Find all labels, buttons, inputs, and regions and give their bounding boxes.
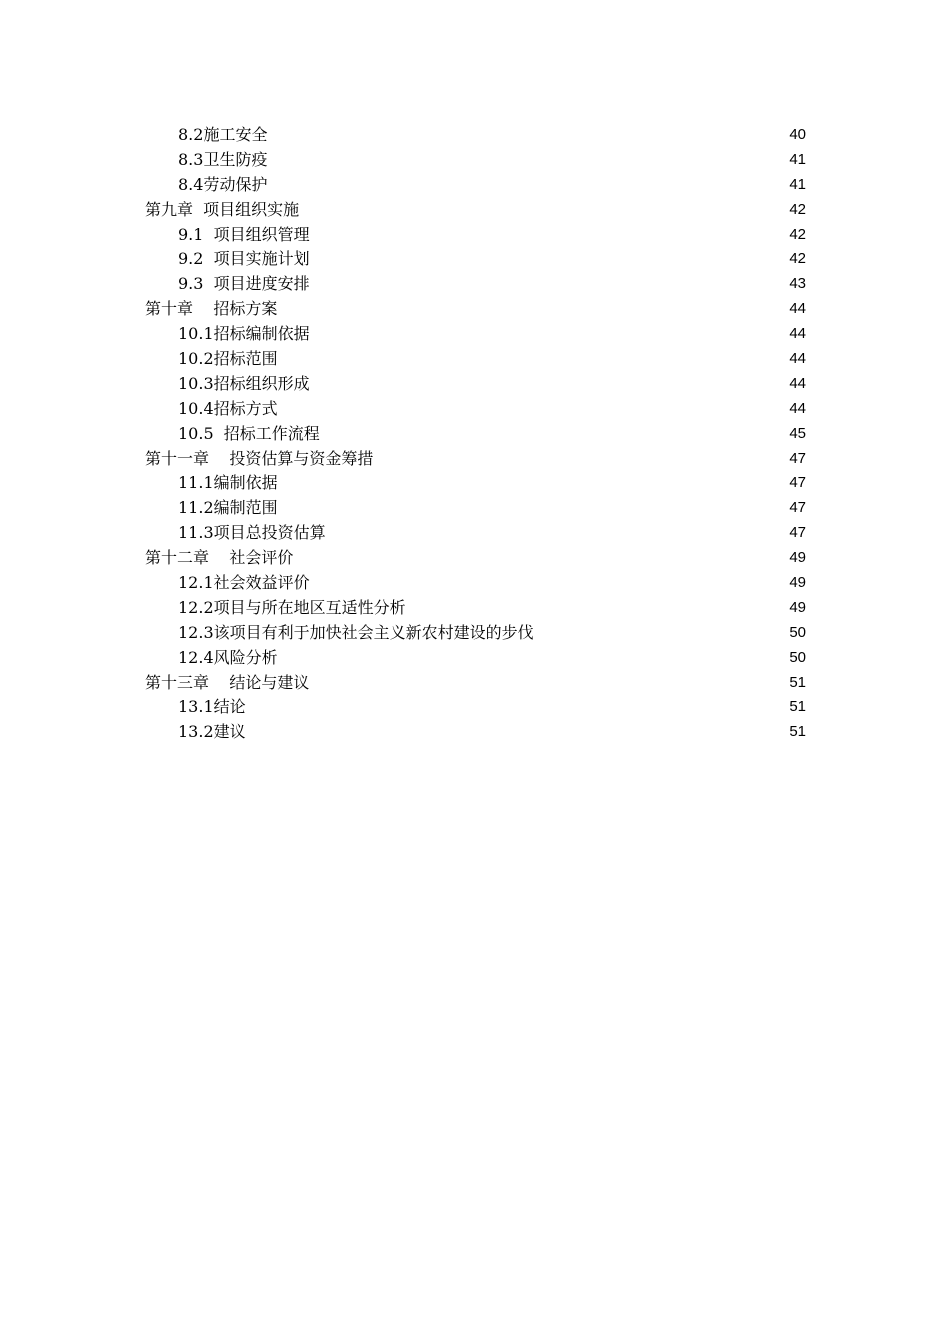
toc-section-row[interactable] bbox=[145, 347, 806, 372]
toc-entry-title: 10.3招标组织形成 bbox=[178, 373, 310, 393]
toc-entry-title: 12.3该项目有利于加快社会主义新农村建设的步伐 bbox=[178, 622, 534, 642]
toc-section-row[interactable] bbox=[145, 571, 806, 596]
toc-section-row[interactable] bbox=[145, 372, 806, 397]
toc-entry-title: 12.4风险分析 bbox=[178, 647, 278, 667]
toc-page-number: 51 bbox=[789, 698, 806, 716]
toc-page-number: 44 bbox=[789, 399, 806, 417]
toc-page-number: 40 bbox=[789, 126, 806, 143]
toc-page-number: 42 bbox=[789, 250, 806, 268]
toc-entry-title: 12.2项目与所在地区互适性分析 bbox=[178, 597, 406, 617]
toc-section-row[interactable] bbox=[145, 621, 806, 646]
toc-chapter-row[interactable] bbox=[145, 297, 806, 322]
toc-page-number: 41 bbox=[789, 175, 806, 193]
toc-page-number: 51 bbox=[789, 673, 806, 691]
toc-entry-title: 11.3项目总投资估算 bbox=[178, 523, 326, 543]
toc-page-number: 51 bbox=[789, 723, 806, 741]
toc-page-number: 47 bbox=[789, 449, 806, 467]
toc-page-number: 41 bbox=[789, 150, 806, 168]
table-of-contents bbox=[145, 123, 806, 745]
toc-section-row[interactable] bbox=[145, 173, 806, 198]
toc-page-number: 44 bbox=[789, 300, 806, 318]
toc-entry-title: 10.5 招标工作流程 bbox=[178, 423, 320, 443]
toc-page-number: 49 bbox=[789, 574, 806, 592]
toc-entry-title: 第十一章 投资估算与资金筹措 bbox=[145, 448, 374, 468]
toc-chapter-row[interactable] bbox=[145, 671, 806, 696]
toc-page-number: 44 bbox=[789, 374, 806, 392]
toc-entry-title: 13.2建议 bbox=[178, 722, 246, 742]
toc-page-number: 50 bbox=[789, 648, 806, 666]
toc-section-row[interactable] bbox=[145, 720, 806, 745]
toc-entry-title: 10.2招标范围 bbox=[178, 349, 278, 369]
toc-section-row[interactable] bbox=[145, 422, 806, 447]
toc-page-number: 44 bbox=[789, 350, 806, 368]
toc-chapter-row[interactable] bbox=[145, 198, 806, 223]
toc-chapter-row[interactable] bbox=[145, 447, 806, 472]
toc-page-number: 47 bbox=[789, 524, 806, 542]
toc-chapter-row[interactable] bbox=[145, 546, 806, 571]
toc-page-number: 43 bbox=[789, 275, 806, 293]
toc-section-row[interactable] bbox=[145, 223, 806, 248]
toc-entry-title: 10.1招标编制依据 bbox=[178, 324, 310, 344]
toc-entry-title: 第十二章 社会评价 bbox=[145, 548, 294, 568]
toc-section-row[interactable] bbox=[145, 496, 806, 521]
toc-section-row[interactable] bbox=[145, 397, 806, 422]
toc-entry-title: 第十三章 结论与建议 bbox=[145, 672, 310, 692]
toc-entry-title: 8.3卫生防疫 bbox=[178, 149, 268, 169]
toc-entry-title: 第九章 项目组织实施 bbox=[145, 199, 300, 219]
toc-section-row[interactable] bbox=[145, 521, 806, 546]
toc-entry-title: 8.4劳动保护 bbox=[178, 174, 268, 194]
toc-section-row[interactable] bbox=[145, 695, 806, 720]
toc-entry-title: 11.1编制依据 bbox=[178, 473, 278, 493]
toc-entry-title: 12.1社会效益评价 bbox=[178, 573, 310, 593]
toc-section-row[interactable] bbox=[145, 123, 806, 148]
toc-page-number: 49 bbox=[789, 549, 806, 567]
toc-entry-title: 11.2编制范围 bbox=[178, 498, 278, 518]
toc-section-row[interactable] bbox=[145, 322, 806, 347]
toc-page-number: 47 bbox=[789, 499, 806, 517]
toc-entry-title: 9.3 项目进度安排 bbox=[178, 274, 310, 294]
toc-page-number: 50 bbox=[789, 623, 806, 641]
toc-entry-title: 9.1 项目组织管理 bbox=[178, 224, 310, 244]
toc-section-row[interactable] bbox=[145, 247, 806, 272]
toc-section-row[interactable] bbox=[145, 471, 806, 496]
toc-section-row[interactable] bbox=[145, 596, 806, 621]
toc-entry-title: 13.1结论 bbox=[178, 697, 246, 717]
toc-section-row[interactable] bbox=[145, 272, 806, 297]
toc-section-row[interactable] bbox=[145, 646, 806, 671]
toc-page-number: 47 bbox=[789, 474, 806, 492]
toc-page-number: 44 bbox=[789, 325, 806, 343]
toc-entry-title: 8.2施工安全 bbox=[178, 125, 268, 144]
toc-page-number: 49 bbox=[789, 598, 806, 616]
toc-entry-title: 10.4招标方式 bbox=[178, 398, 278, 418]
toc-page-number: 42 bbox=[789, 200, 806, 218]
toc-page-number: 42 bbox=[789, 225, 806, 243]
toc-page-number: 45 bbox=[789, 424, 806, 442]
toc-section-row[interactable] bbox=[145, 148, 806, 173]
toc-entry-title: 第十章 招标方案 bbox=[145, 299, 278, 319]
toc-entry-title: 9.2 项目实施计划 bbox=[178, 249, 310, 269]
